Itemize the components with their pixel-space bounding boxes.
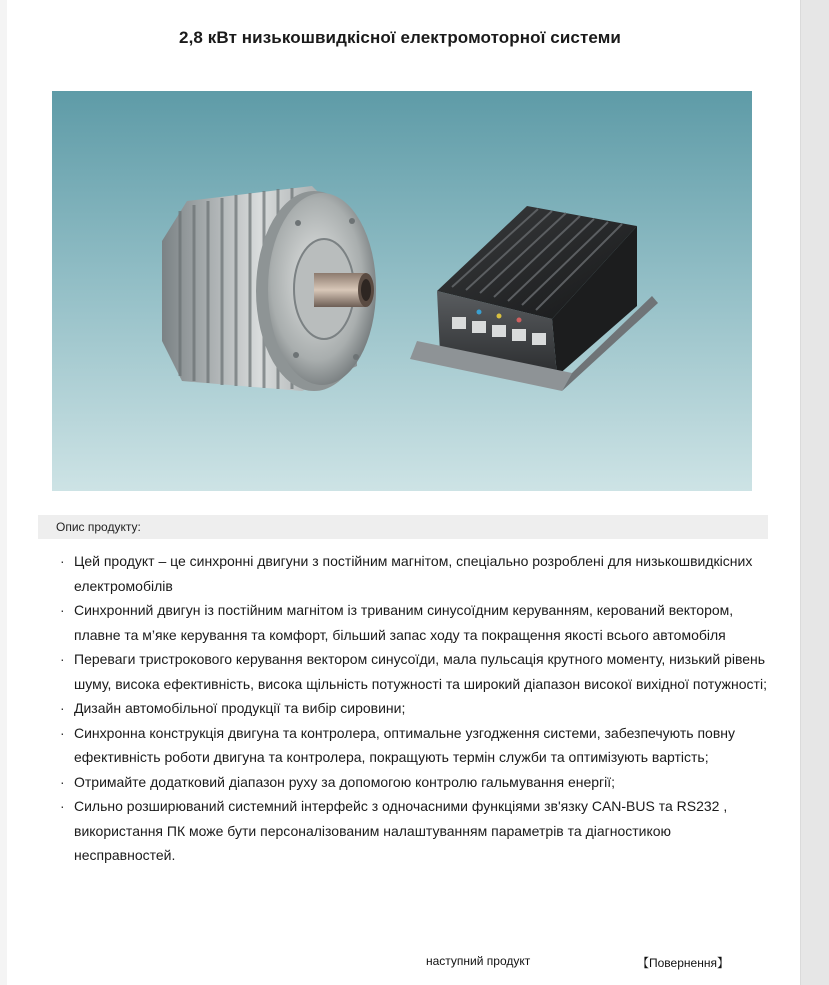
list-item: · Цей продукт – це синхронні двигуни з постійним магнітом, спеціально розроблені для низькошвидкісних електромобілів (50, 549, 770, 598)
bullet: · (60, 700, 65, 716)
bullet: · (60, 724, 65, 741)
list-item: · Переваги тристрокового керування вектором синусоїди, мала пульсація крутного моменту, низький рівень шуму, висока ефективність, висока щільність потужності та широкий діапазон високої вихідної потужності; (50, 647, 770, 696)
page-title: 2,8 кВт низькошвидкісної електромоторної системи (179, 28, 621, 47)
bullet: · (60, 651, 65, 667)
bullet: · (60, 602, 65, 618)
product-photo (52, 91, 752, 491)
list-item: · Дизайн автомобільної продукції та вибір сировини; (50, 696, 770, 721)
next-product-link[interactable]: наступний продукт (426, 954, 531, 968)
feature-list (50, 549, 770, 868)
bullet: · (60, 773, 65, 790)
window-scrollbar[interactable] (800, 0, 829, 985)
bullet: · (60, 798, 65, 814)
footer-navigation (0, 954, 800, 972)
product-description-heading: Опис продукту: (38, 515, 768, 539)
list-item: · Отримайте додатковий діапазон руху за допомогою контролю гальмування енергії; (50, 770, 770, 795)
motor-illustration (162, 186, 376, 391)
bullet: · (60, 553, 65, 569)
list-item: · Синхронний двигун із постійним магнітом із триваним синусоїдним керуванням, керований вектором, плавне та м’яке керування та комфорт, більший запас ходу та покращення якості всього автомобіля (50, 598, 770, 647)
list-item: · Сильно розширюваний системний інтерфейс з одночасними функціями зв'язку CAN-BUS та RS232 , використання ПК може бути персоналізованим налаштуванням параметрів та діагностикою несправностей. (50, 794, 770, 868)
page-left-edge (0, 0, 7, 985)
list-item: · Синхронна конструкція двигуна та контролера, оптимальне узгодження системи, забезпечують повну ефективність роботи двигуна та контролера, покращують термін служби та оптимізують вартість; (50, 721, 770, 770)
back-link[interactable]: 【Повернення】 (637, 956, 729, 970)
